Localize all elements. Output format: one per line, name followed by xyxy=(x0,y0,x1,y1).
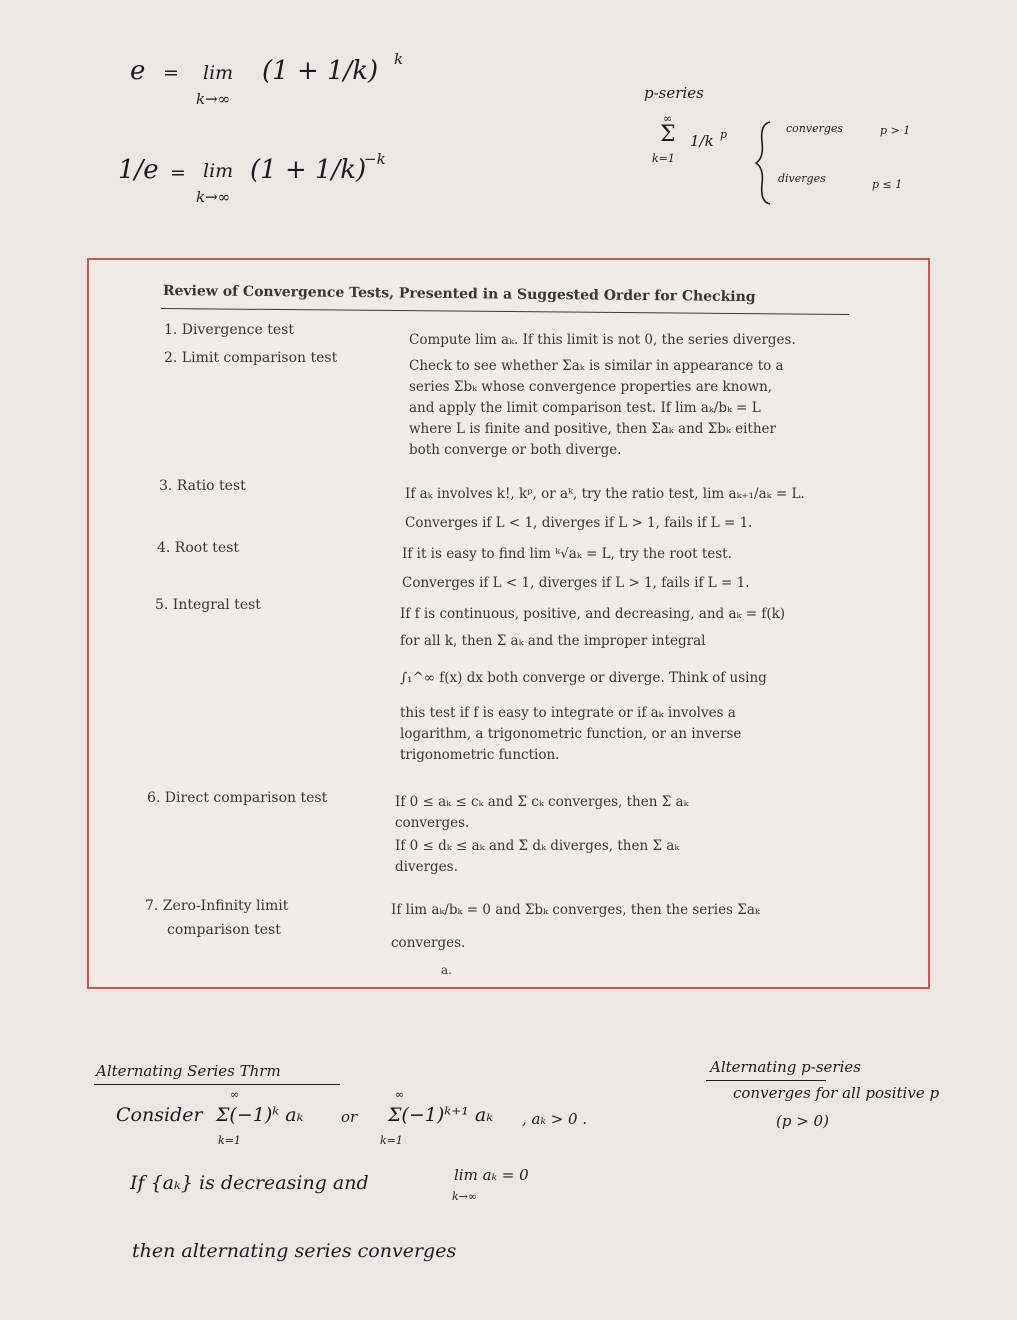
lim-label: lim xyxy=(203,62,234,84)
test-name-integral: 5. Integral test xyxy=(155,597,261,613)
desc-line: and apply the limit comparison test. If lim aₖ/bₖ = L xyxy=(409,400,761,416)
desc-line: If 0 ≤ aₖ ≤ cₖ and Σ cₖ converges, then Σ aₖ xyxy=(395,794,689,810)
desc-line: If 0 ≤ dₖ ≤ aₖ and Σ dₖ diverges, then Σ aₖ xyxy=(395,838,680,854)
desc-line: this test if f is easy to integrate or if aₖ involves a xyxy=(400,705,736,721)
p-series-term: 1/k xyxy=(690,132,714,150)
brace-icon xyxy=(752,118,774,208)
test-desc-zero-infinity xyxy=(391,900,760,954)
desc-line: both converge or both diverge. xyxy=(409,442,622,458)
test-desc-integral xyxy=(400,604,785,766)
desc-line: ∫₁^∞ f(x) dx both converge or diverge. Think of using xyxy=(400,670,767,686)
sum-upper-limit: ∞ xyxy=(663,112,673,125)
desc-line: converges. xyxy=(395,815,470,831)
limit-expression: (1 + 1/k) xyxy=(250,155,367,185)
heading-underline xyxy=(706,1080,826,1081)
desc-line: If f is continuous, positive, and decreasing, and aₖ = f(k) xyxy=(400,606,786,622)
test-name-zero-infinity: 7. Zero-Infinity limit xyxy=(145,898,289,914)
convergence-tests-box xyxy=(87,258,930,989)
title-rule xyxy=(161,308,849,315)
lim-subscript: k→∞ xyxy=(196,188,231,206)
sigma-symbol: Σ xyxy=(660,122,676,147)
desc-line: series Σbₖ whose convergence properties are known, xyxy=(409,379,773,395)
lim-label: lim xyxy=(203,160,234,182)
alternating-sum-2: Σ(−1)ᵏ⁺¹ aₖ xyxy=(388,1104,494,1126)
test-desc-limit-comparison xyxy=(409,356,784,461)
sum-upper-limit: ∞ xyxy=(395,1088,405,1101)
desc-line: trigonometric function. xyxy=(400,747,560,763)
desc-line: Converges if L < 1, diverges if L > 1, fails if L = 1. xyxy=(405,515,753,531)
p-exponent: p xyxy=(720,128,728,141)
limit-subscript: k→∞ xyxy=(452,1190,478,1203)
test-desc-ratio xyxy=(405,484,805,534)
sum-lower-limit: k=1 xyxy=(218,1134,241,1147)
test-desc-divergence xyxy=(409,330,796,351)
alternating-p-series-heading: Alternating p-series xyxy=(710,1058,861,1076)
test-name-zero-infinity-line2: comparison test xyxy=(167,922,281,938)
positive-condition: , aₖ > 0 . xyxy=(522,1110,588,1128)
test-name-direct-comparison: 6. Direct comparison test xyxy=(147,790,328,806)
desc-line: Converges if L < 1, diverges if L > 1, fails if L = 1. xyxy=(402,575,750,591)
limit-expression: (1 + 1/k) xyxy=(262,56,379,86)
exponent: −k xyxy=(364,150,386,168)
desc-line: Compute lim aₖ. If this limit is not 0, the series diverges. xyxy=(409,332,796,348)
or-label: or xyxy=(341,1108,358,1126)
alternating-sum-1: Σ(−1)ᵏ aₖ xyxy=(216,1104,304,1126)
converges-label: converges xyxy=(786,122,844,135)
sum-lower-limit: k=1 xyxy=(652,152,675,165)
converges-condition: p > 1 xyxy=(880,124,911,137)
desc-line: converges. xyxy=(391,935,466,951)
box-title: Review of Convergence Tests, Presented in a Suggested Order for Checking xyxy=(162,283,756,306)
consider-label: Consider xyxy=(116,1104,203,1126)
desc-line: If it is easy to find lim ᵏ√aₖ = L, try the root test. xyxy=(402,546,732,562)
alt-p-series-line1: converges for all positive p xyxy=(733,1084,940,1102)
test-desc-direct-comparison xyxy=(395,792,689,878)
equals-sign: = xyxy=(170,162,186,184)
limit-condition: lim aₖ = 0 xyxy=(454,1166,529,1184)
if-decreasing-line: If {aₖ} is decreasing and xyxy=(130,1172,369,1194)
desc-line: If lim aₖ/bₖ = 0 and Σbₖ converges, then the series Σaₖ xyxy=(391,902,760,918)
desc-line: Check to see whether Σaₖ is similar in appearance to a xyxy=(409,358,784,374)
then-converges-line: then alternating series converges xyxy=(132,1240,457,1262)
heading-underline xyxy=(94,1084,340,1085)
diverges-label: diverges xyxy=(778,172,826,185)
desc-line: for all k, then Σ aₖ and the improper integral xyxy=(400,633,706,649)
p-series-title: p-series xyxy=(644,84,704,102)
alt-p-series-line2: (p > 0) xyxy=(776,1112,829,1130)
sum-upper-limit: ∞ xyxy=(230,1088,240,1101)
desc-line: If aₖ involves k!, kᵖ, or aᵏ, try the ratio test, lim aₖ₊₁/aₖ = L. xyxy=(405,486,805,502)
equals-sign: = xyxy=(163,62,179,84)
lim-subscript: k→∞ xyxy=(196,90,231,108)
sum-lower-limit: k=1 xyxy=(380,1134,403,1147)
desc-line: where L is finite and positive, then Σaₖ and Σbₖ either xyxy=(409,421,776,437)
e-symbol: e xyxy=(130,56,146,86)
test-name-divergence: 1. Divergence test xyxy=(164,322,294,338)
test-name-limit-comparison: 2. Limit comparison test xyxy=(164,350,338,366)
test-desc-root xyxy=(402,544,749,594)
inverse-e-symbol: 1/e xyxy=(118,155,159,185)
footnote-marker: a. xyxy=(441,963,452,977)
desc-line: diverges. xyxy=(395,859,458,875)
desc-line: logarithm, a trigonometric function, or an inverse xyxy=(400,726,742,742)
test-name-root: 4. Root test xyxy=(157,540,240,556)
diverges-condition: p ≤ 1 xyxy=(872,178,903,191)
exponent: k xyxy=(394,50,404,68)
alternating-series-heading: Alternating Series Thrm xyxy=(96,1062,281,1080)
test-name-ratio: 3. Ratio test xyxy=(159,478,246,494)
